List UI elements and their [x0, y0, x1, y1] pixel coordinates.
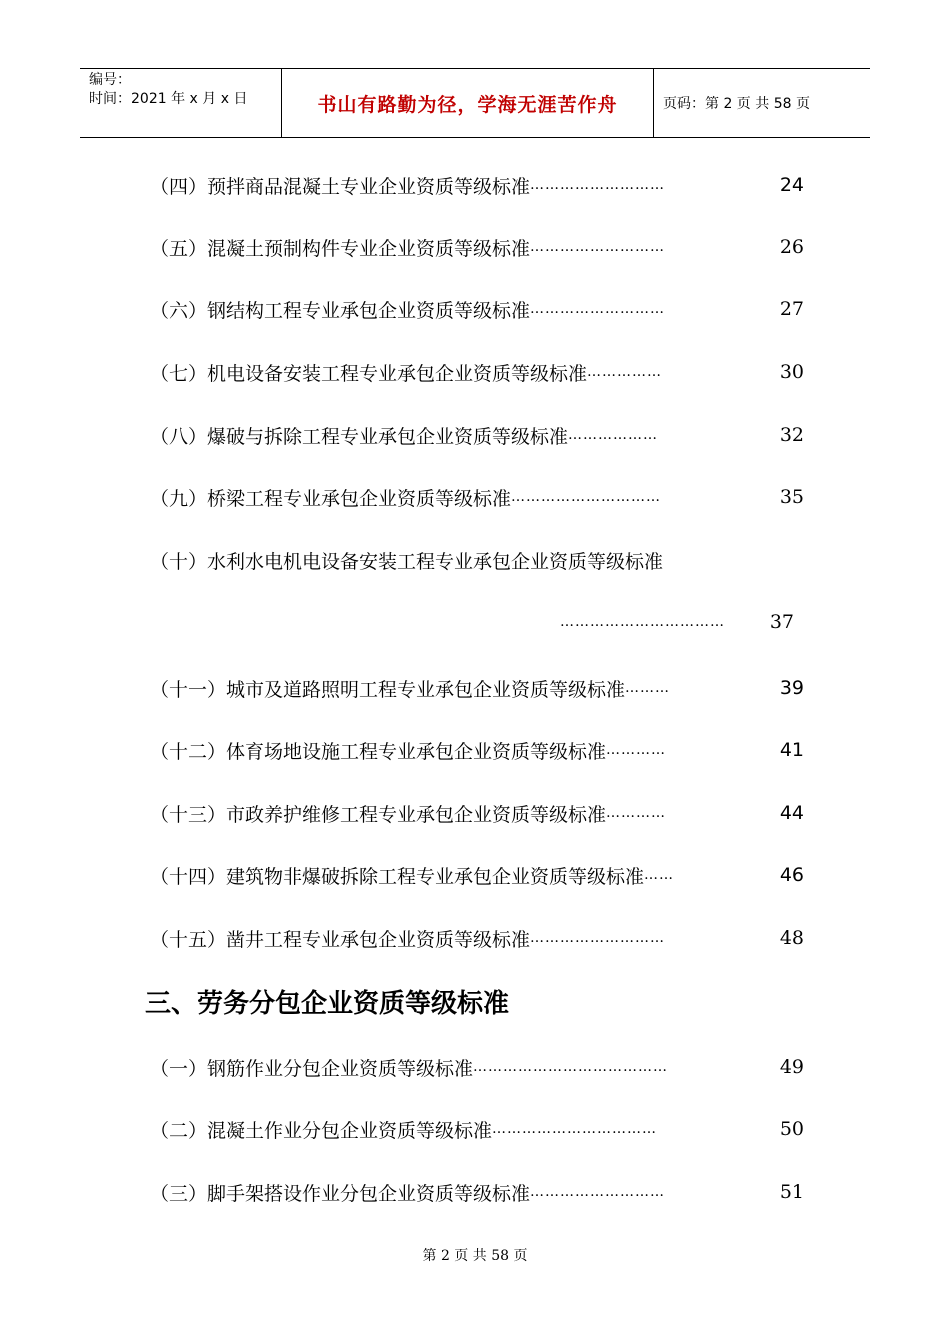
toc-page-number: 49: [779, 1056, 804, 1078]
toc-entry-title: （九）桥梁工程专业承包企业资质等级标准: [150, 487, 512, 510]
document-number-label: 编号：: [89, 72, 131, 88]
toc-page-number: 44: [779, 802, 804, 824]
toc-entry-title: （三）脚手架搭设作业分包企业资质等级标准: [150, 1182, 531, 1205]
document-time-label: 时间：2021 年 x 月 x 日: [89, 91, 248, 107]
toc-dot-leader: …………: [606, 742, 667, 758]
toc-entry[interactable]: [150, 420, 804, 450]
toc-entry[interactable]: [150, 1052, 804, 1082]
toc-dot-leader: ……………………………: [560, 614, 725, 630]
toc-entry[interactable]: [150, 1177, 804, 1207]
toc-dot-leader: ………………………: [530, 1184, 666, 1200]
toc-entry[interactable]: [150, 673, 804, 703]
toc-entry-title: （一）钢筋作业分包企业资质等级标准: [150, 1057, 474, 1080]
toc-page-number: 35: [779, 486, 804, 508]
toc-page-number: 37: [769, 611, 794, 633]
toc-entry-continuation[interactable]: [560, 607, 794, 637]
toc-page-number: 26: [779, 236, 804, 258]
toc-page-number: 30: [779, 361, 804, 383]
toc-dot-leader: ………: [625, 680, 671, 696]
toc-entry[interactable]: [150, 1114, 804, 1144]
toc-entry[interactable]: [150, 860, 804, 890]
toc-entry-title: （七）机电设备安装工程专业承包企业资质等级标准: [150, 362, 588, 385]
toc-entry[interactable]: [150, 170, 804, 200]
toc-dot-leader: …………: [606, 805, 667, 821]
toc-dot-leader: ………………………: [530, 301, 666, 317]
toc-entry-title: （十二）体育场地设施工程专业承包企业资质等级标准: [150, 740, 607, 763]
page-footer: 第 2 页 共 58 页: [422, 1248, 528, 1264]
toc-dot-leader: ………………………: [530, 239, 666, 255]
toc-dot-leader: …………………………………: [473, 1059, 669, 1075]
toc-page-number: 51: [779, 1181, 804, 1203]
toc-entry[interactable]: [150, 798, 804, 828]
toc-entry[interactable]: [150, 923, 804, 953]
toc-entry-title: （八）爆破与拆除工程专业承包企业资质等级标准: [150, 425, 569, 448]
toc-entry-title: （十一）城市及道路照明工程专业承包企业资质等级标准: [150, 678, 626, 701]
toc-entry[interactable]: [150, 735, 804, 765]
toc-entry-title: （十三）市政养护维修工程专业承包企业资质等级标准: [150, 803, 607, 826]
toc-dot-leader: ………………………: [530, 177, 666, 193]
toc-entry-title: （六）钢结构工程专业承包企业资质等级标准: [150, 299, 531, 322]
toc-page-number: 39: [779, 677, 804, 699]
header-meta-cell: [80, 69, 282, 137]
toc-entry-title: （二）混凝土作业分包企业资质等级标准: [150, 1119, 493, 1142]
toc-entry-title: （十四）建筑物非爆破拆除工程专业承包企业资质等级标准: [150, 865, 645, 888]
toc-entry-title: （五）混凝土预制构件专业企业资质等级标准: [150, 237, 531, 260]
toc-page-number: 48: [779, 927, 804, 949]
toc-dot-leader: ……………: [587, 364, 663, 380]
document-header: [80, 68, 870, 138]
section-heading[interactable]: 三、劳务分包企业资质等级标准: [145, 989, 510, 1019]
toc-page-number: 32: [779, 424, 804, 446]
toc-entry[interactable]: [150, 482, 804, 512]
header-page-info: 页码：第 2 页 共 58 页: [663, 96, 810, 112]
toc-dot-leader: ………………: [568, 427, 659, 443]
toc-page-number: 41: [779, 739, 804, 761]
toc-dot-leader: ……………………………: [492, 1121, 658, 1137]
toc-entry[interactable]: [150, 294, 804, 324]
toc-page-number: 50: [779, 1118, 804, 1140]
toc-entry-title: （十五）凿井工程专业承包企业资质等级标准: [150, 928, 531, 951]
toc-entry-title: （十）水利水电机电设备安装工程专业承包企业资质等级标准: [150, 550, 664, 573]
toc-entry[interactable]: [150, 232, 804, 262]
toc-page-number: 24: [779, 174, 804, 196]
toc-dot-leader: ……: [644, 867, 675, 883]
toc-page-number: 46: [779, 864, 804, 886]
toc-entry[interactable]: [150, 545, 804, 575]
toc-page-number: 27: [779, 298, 804, 320]
header-motto: 书山有路勤为径，学海无涯苦作舟: [282, 69, 654, 137]
toc-dot-leader: ………………………: [530, 930, 666, 946]
toc-entry[interactable]: [150, 357, 804, 387]
toc-dot-leader: …………………………: [511, 489, 662, 505]
toc-entry-title: （四）预拌商品混凝土专业企业资质等级标准: [150, 175, 531, 198]
